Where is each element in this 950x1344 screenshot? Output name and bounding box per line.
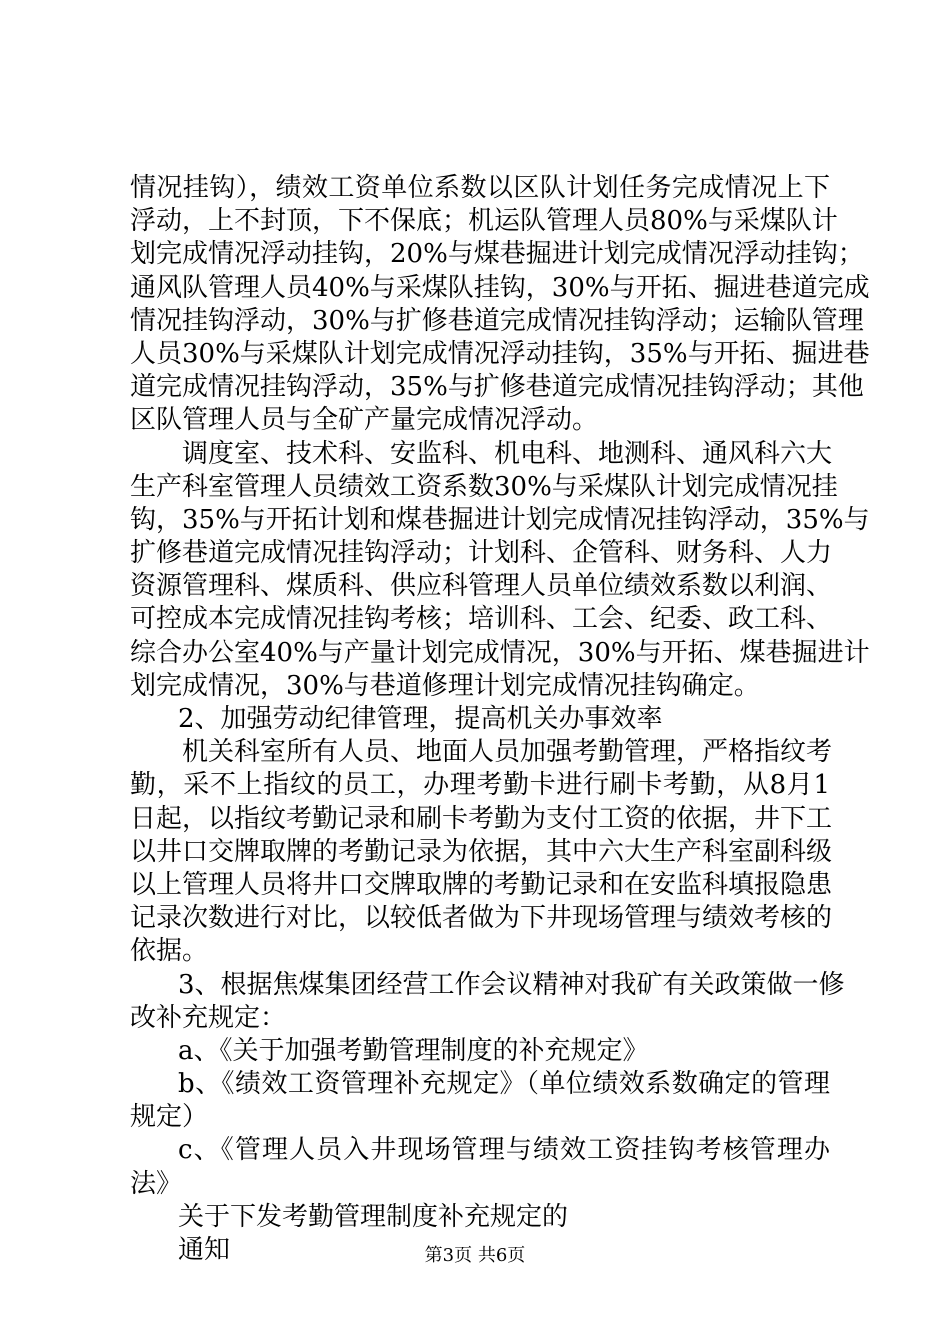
body-line: 勤，采不上指纹的员工，办理考勤卡进行刷卡考勤，从8月1 — [130, 770, 830, 801]
page-footer: 第3页 共6页 — [424, 1245, 526, 1266]
body-line: 扩修巷道完成情况挂钩浮动；计划科、企管科、财务科、人力 — [130, 538, 833, 569]
body-line: 调度室、技术科、安监科、机电科、地测科、通风科六大 — [182, 438, 833, 469]
body-line: 规定） — [130, 1102, 209, 1133]
list-item: a、《关于加强考勤管理制度的补充规定》 — [178, 1035, 649, 1066]
body-line: 综合办公室40%与产量计划完成情况，30%与开拓、煤巷掘进计 — [130, 637, 870, 668]
body-line: 以井口交牌取牌的考勤记录为依据，其中六大生产科室副科级 — [130, 836, 833, 867]
body-line: 情况挂钩），绩效工资单位系数以区队计划任务完成情况上下 — [130, 173, 830, 203]
body-line: 划完成情况，30%与巷道修理计划完成情况挂钩确定。 — [130, 670, 760, 701]
body-line: 划完成情况浮动挂钩，20%与煤巷掘进计划完成情况浮动挂钩； — [130, 239, 864, 270]
body-line: 依据。 — [130, 936, 209, 967]
body-line: 钩，35%与开拓计划和煤巷掘进计划完成情况挂钩浮动，35%与 — [130, 504, 870, 535]
body-line: 资源管理科、煤质科、供应科管理人员单位绩效系数以利润、 — [130, 571, 833, 602]
body-line: 可控成本完成情况挂钩考核；培训科、工会、纪委、政工科、 — [130, 604, 833, 635]
body-line: 生产科室管理人员绩效工资系数30%与采煤队计划完成情况挂 — [130, 471, 838, 502]
body-line: 法》 — [130, 1168, 183, 1199]
body-line: 机关科室所有人员、地面人员加强考勤管理，严格指纹考 — [182, 737, 833, 768]
body-line: 以上管理人员将井口交牌取牌的考勤记录和在安监科填报隐患 — [130, 869, 833, 900]
body-line: 改补充规定： — [130, 1002, 287, 1033]
body-line: 通风队管理人员40%与采煤队挂钩，30%与开拓、掘进巷道完成 — [130, 272, 870, 303]
section-heading: 2、加强劳动纪律管理，提高机关办事效率 — [178, 704, 663, 734]
notice-title: 通知 — [178, 1235, 231, 1265]
notice-title: 关于下发考勤管理制度补充规定的 — [178, 1201, 569, 1232]
list-item: c、《管理人员入井现场管理与绩效工资挂钩考核管理办 — [178, 1135, 830, 1166]
body-line: 区队管理人员与全矿产量完成情况浮动。 — [130, 405, 599, 436]
body-line: 浮动，上不封顶，下不保底；机运队管理人员80%与采煤队计 — [130, 206, 838, 237]
body-line: 记录次数进行对比，以较低者做为下井现场管理与绩效考核的 — [130, 903, 833, 934]
body-line: 道完成情况挂钩浮动，35%与扩修巷道完成情况挂钩浮动；其他 — [130, 372, 864, 403]
body-line: 日起，以指纹考勤记录和刷卡考勤为支付工资的依据，井下工 — [130, 803, 833, 834]
section-heading: 3、根据焦煤集团经营工作会议精神对我矿有关政策做一修 — [178, 969, 845, 1000]
body-line: 情况挂钩浮动，30%与扩修巷道完成情况挂钩浮动；运输队管理 — [130, 305, 864, 336]
list-item: b、《绩效工资管理补充规定》（单位绩效系数确定的管理 — [178, 1069, 830, 1100]
body-line: 人员30%与采煤队计划完成情况浮动挂钩，35%与开拓、掘进巷 — [130, 338, 870, 369]
document-body — [130, 172, 870, 1267]
